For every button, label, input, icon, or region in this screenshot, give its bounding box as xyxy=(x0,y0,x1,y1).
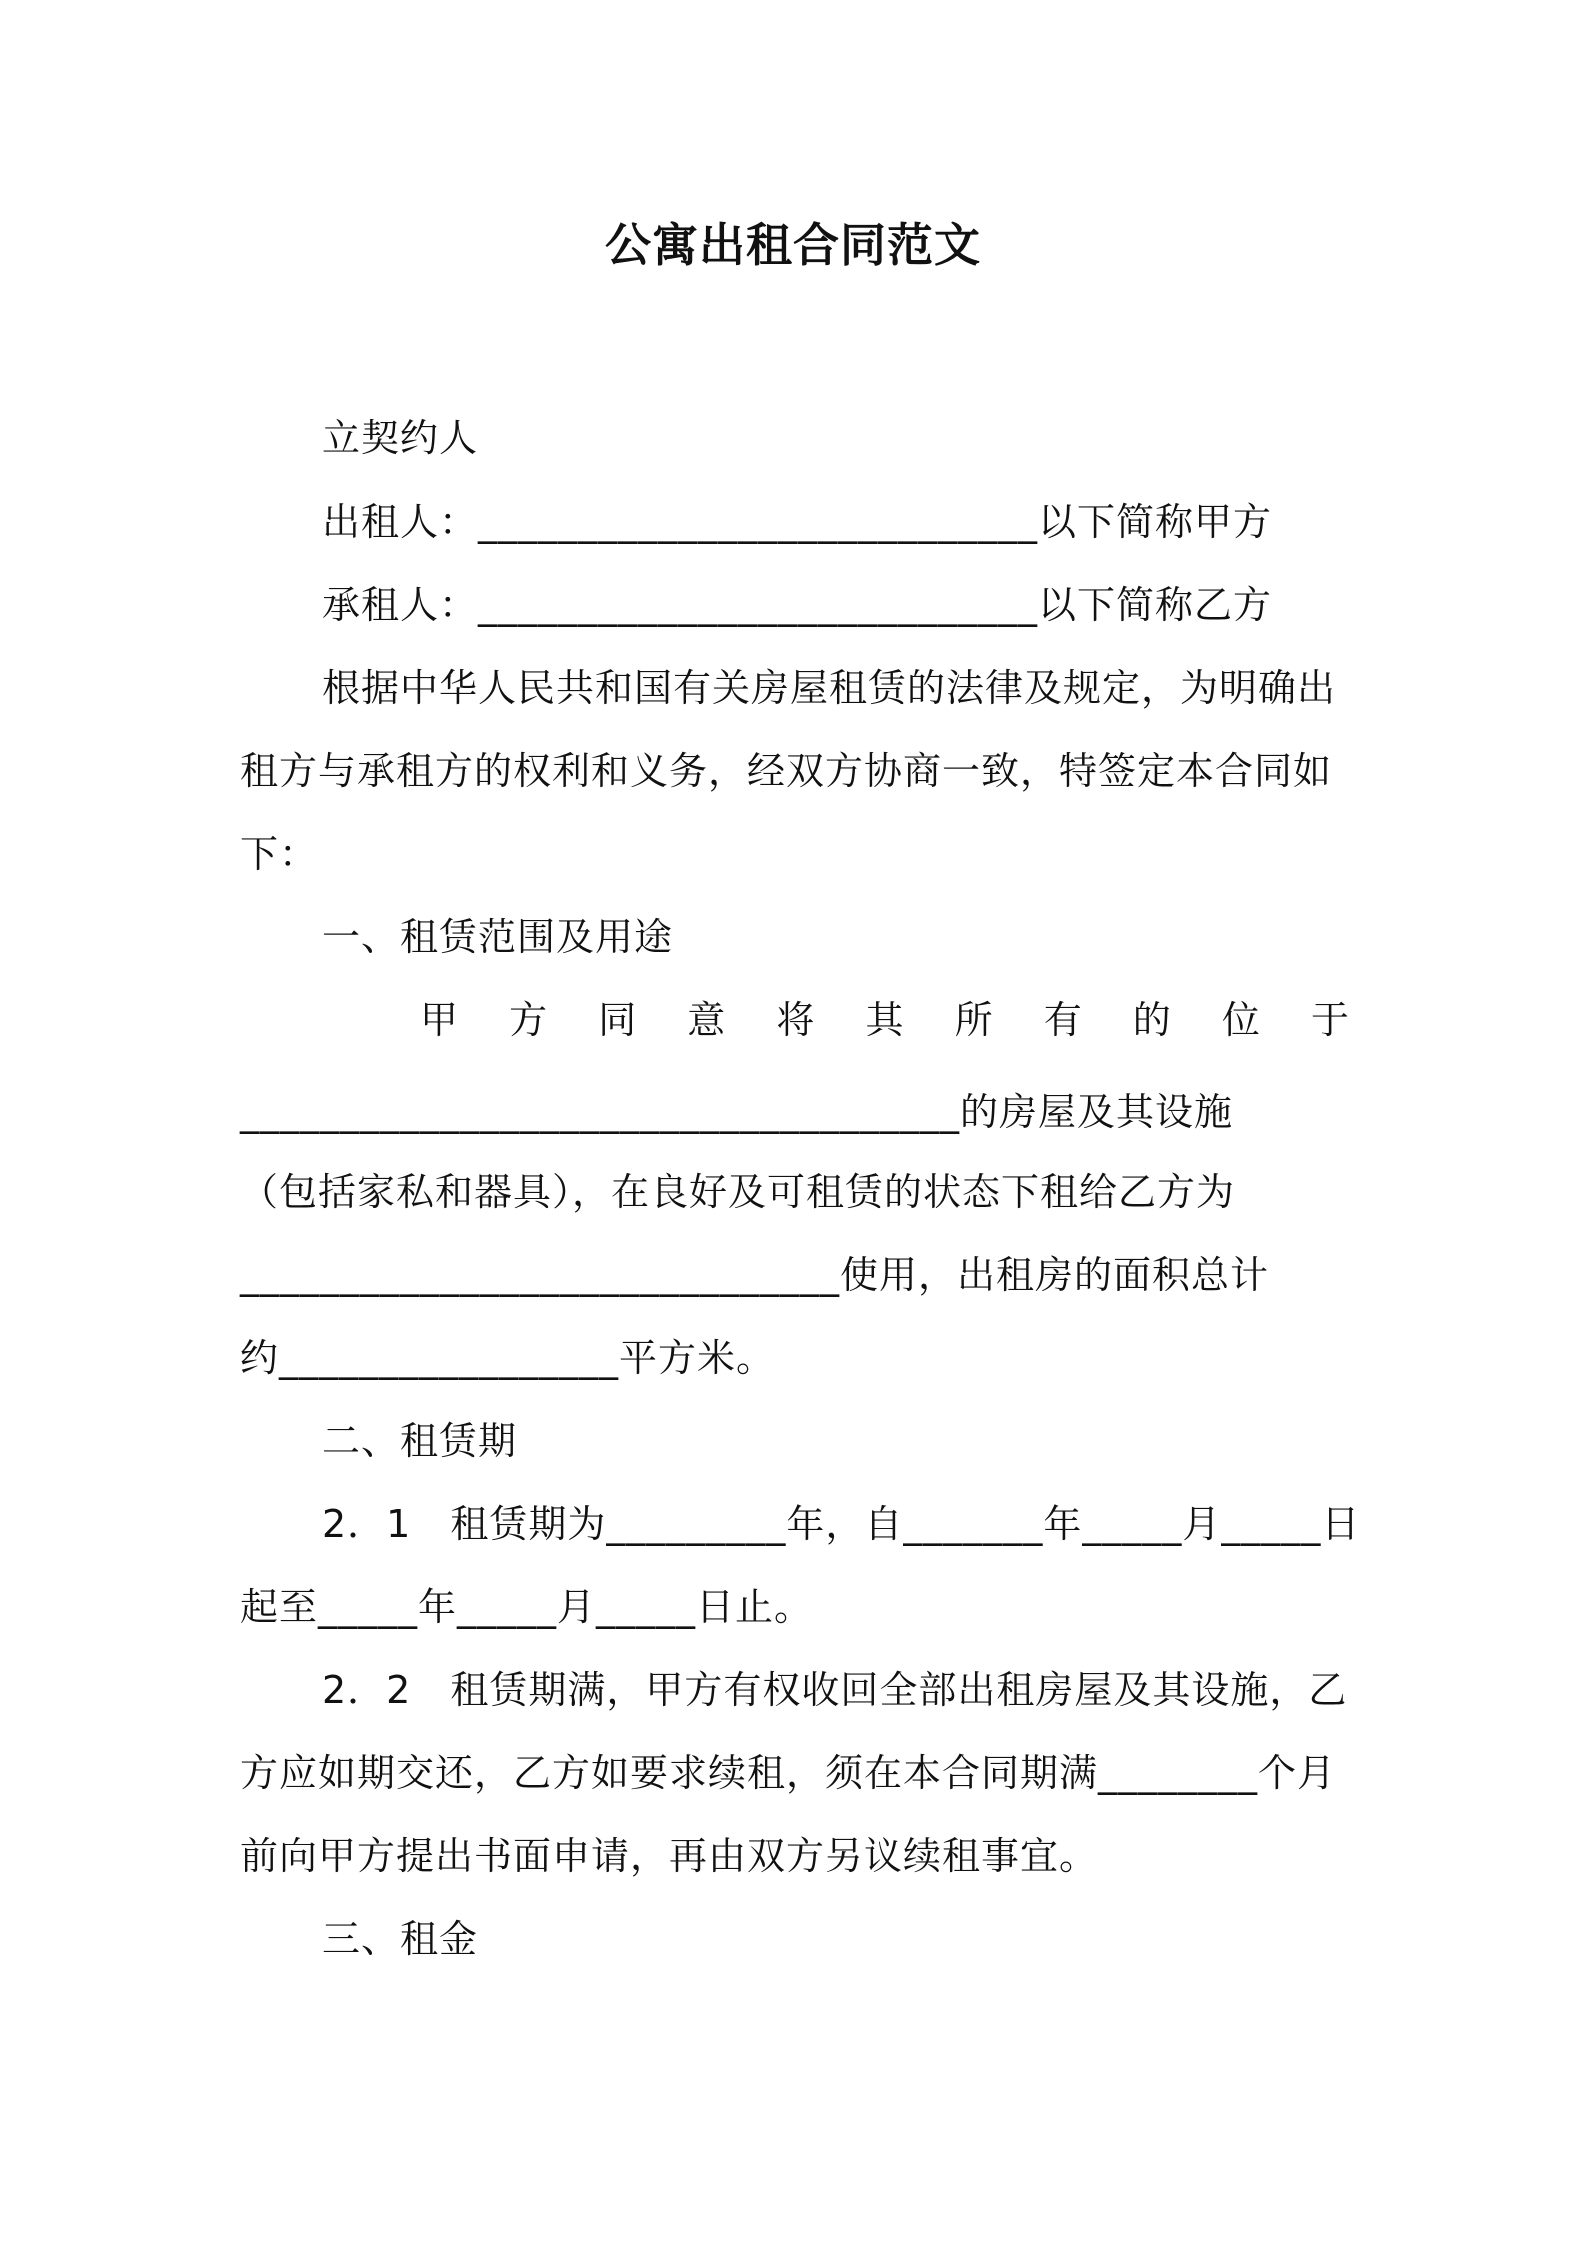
preamble-line-2: 租方与承租方的权利和义务，经双方协商一致，特签定本合同如 xyxy=(240,749,1333,793)
preamble-line-1: 根据中华人民共和国有关房屋租赁的法律及规定，为明确出 xyxy=(322,666,1337,710)
clause-2-2-line-1: 2．2 租赁期满，甲方有权收回全部出租房屋及其设施，乙 xyxy=(322,1668,1348,1712)
section-3-heading: 三、租金 xyxy=(322,1917,479,1961)
section-1-heading: 一、租赁范围及用途 xyxy=(322,915,674,959)
preamble-line-3: 下： xyxy=(240,832,319,876)
section-1-line-2: ____________________________________的房屋及其设施 xyxy=(240,1090,1234,1134)
document-title: 公寓出租合同范文 xyxy=(605,218,981,272)
section-1-line-5: 约_________________平方米。 xyxy=(240,1336,776,1380)
lessor-line: 出租人：____________________________以下简称甲方 xyxy=(322,500,1273,544)
lessee-line: 承租人：____________________________以下简称乙方 xyxy=(322,583,1273,627)
clause-2-2-line-3: 前向甲方提出书面申请，再由双方另议续租事宜。 xyxy=(240,1834,1099,1878)
section-1-line-1: 甲 方 同 意 将 其 所 有 的 位 于 xyxy=(420,998,1350,1042)
clause-2-1-line-2: 起至_____年_____月_____日止。 xyxy=(240,1585,814,1629)
clause-2-1-line-1: 2．1 租赁期为_________年，自_______年_____月_____日 xyxy=(322,1502,1361,1546)
section-1-line-4: ______________________________使用，出租房的面积总计 xyxy=(240,1253,1270,1297)
section-1-line-3: （包括家私和器具），在良好及可租赁的状态下租给乙方为 xyxy=(240,1170,1236,1214)
clause-2-2-line-2: 方应如期交还，乙方如要求续租，须在本合同期满________个月 xyxy=(240,1751,1337,1795)
party-heading: 立契约人 xyxy=(322,416,479,460)
section-2-heading: 二、租赁期 xyxy=(322,1419,518,1463)
